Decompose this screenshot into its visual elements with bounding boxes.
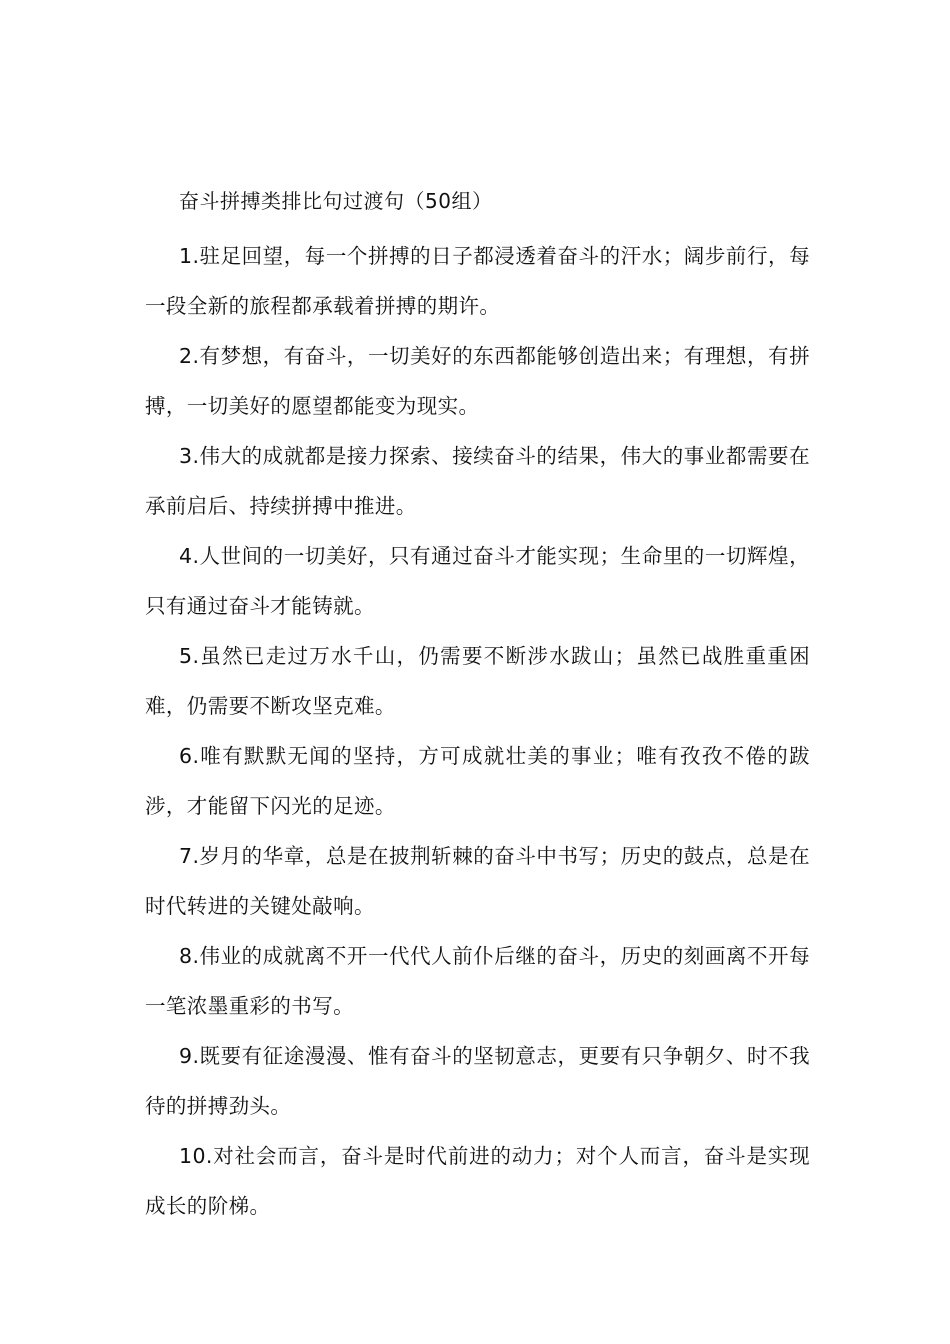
paragraph-3: 3.伟大的成就都是接力探索、接续奋斗的结果，伟大的事业都需要在承前启后、持续拼搏中推进。: [145, 444, 810, 518]
paragraph-10: 10.对社会而言，奋斗是时代前进的动力；对个人而言，奋斗是实现成长的阶梯。: [145, 1144, 810, 1218]
document-title: 奋斗拼搏类排比句过渡句（50组）: [179, 189, 493, 213]
paragraph-9: 9.既要有征途漫漫、惟有奋斗的坚韧意志，更要有只争朝夕、时不我待的拼搏劲头。: [145, 1044, 810, 1118]
paragraph-8: 8.伟业的成就离不开一代代人前仆后继的奋斗，历史的刻画离不开每一笔浓墨重彩的书写。: [145, 944, 810, 1018]
paragraph-4: 4.人世间的一切美好，只有通过奋斗才能实现；生命里的一切辉煌，只有通过奋斗才能铸就。: [145, 544, 810, 618]
document-body: [145, 181, 810, 1231]
paragraph-6: 6.唯有默默无闻的坚持，方可成就壮美的事业；唯有孜孜不倦的跋涉，才能留下闪光的足迹。: [145, 744, 810, 818]
paragraph-7: 7.岁月的华章，总是在披荆斩棘的奋斗中书写；历史的鼓点，总是在时代转进的关键处敲响。: [145, 844, 810, 918]
paragraph-5: 5.虽然已走过万水千山，仍需要不断涉水跋山；虽然已战胜重重困难，仍需要不断攻坚克难。: [145, 644, 810, 718]
paragraph-2: 2.有梦想，有奋斗，一切美好的东西都能够创造出来；有理想，有拼搏，一切美好的愿望都能变为现实。: [145, 344, 810, 418]
paragraph-1: 1.驻足回望，每一个拼搏的日子都浸透着奋斗的汗水；阔步前行，每一段全新的旅程都承载着拼搏的期许。: [145, 244, 810, 318]
